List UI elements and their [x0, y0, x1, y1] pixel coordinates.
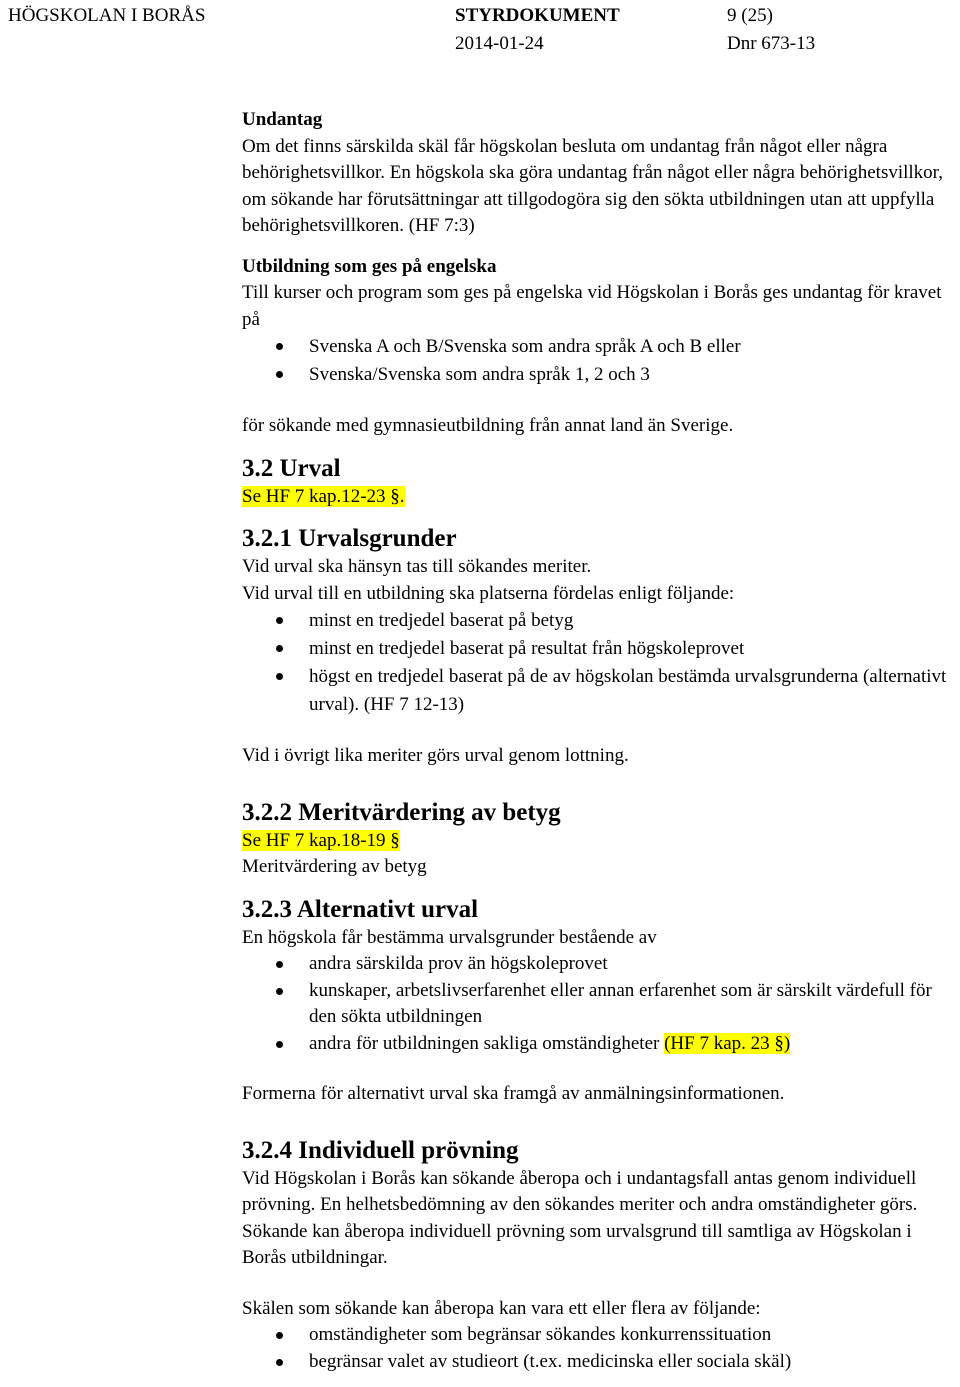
bullet-icon	[276, 961, 283, 968]
urvalsgrunder-outro: Vid i övrigt lika meriter görs urval genom lottning.	[242, 745, 629, 766]
urvalsgrunder-list	[242, 607, 954, 719]
list-item: Svenska A och B/Svenska som andra språk A och B eller	[242, 333, 954, 361]
list-item: begränsar valet av studieort (t.ex. medicinska eller sociala skäl)	[242, 1349, 954, 1376]
section-3-2-2-heading: 3.2.2 Meritvärdering av betyg	[242, 798, 561, 826]
bullet-icon	[276, 988, 283, 995]
list-item: Svenska/Svenska som andra språk 1, 2 och 3	[242, 361, 954, 389]
urvalsgrunder-line1: Vid urval ska hänsyn tas till sökandes meriter.	[242, 556, 592, 577]
bullet-icon	[276, 645, 283, 652]
engelska-intro: Till kurser och program som ges på engelska vid Högskolan i Borås ges undantag för kravet på	[242, 282, 942, 330]
meritvardering-text: Meritvärdering av betyg	[242, 856, 427, 877]
list-item: omständigheter som begränsar sökandes konkurrenssituation	[242, 1322, 954, 1349]
bullet-icon	[276, 617, 283, 624]
meritvardering-reference[interactable]: Se HF 7 kap.18-19 §	[242, 829, 400, 851]
section-3-2-3-heading: 3.2.3 Alternativt urval	[242, 895, 479, 923]
list-item: högst en tredjedel baserat på de av högskolan bestämda urvalsgrunderna (alternativt urval). (HF 7 12-13)	[242, 663, 954, 719]
alternativt-list	[242, 951, 954, 1057]
header-org: HÖGSKOLAN I BORÅS	[8, 5, 206, 26]
bullet-icon	[276, 1041, 283, 1048]
alternativt-intro: En högskola får bestämma urvalsgrunder bestående av	[242, 926, 657, 948]
header-doctype: STYRDOKUMENT	[455, 5, 620, 26]
bullet-icon	[276, 343, 283, 350]
section-3-2-1-heading: 3.2.1 Urvalsgrunder	[242, 525, 457, 552]
alternativt-outro: Formerna för alternativt urval ska framgå av anmälningsinformationen.	[242, 1083, 785, 1104]
engelska-list	[242, 333, 954, 389]
bullet-icon	[276, 673, 283, 680]
bullet-icon	[276, 1332, 283, 1339]
individuell-text: Vid Högskolan i Borås kan sökande åberopa och i undantagsfall antas genom individuell prövning. En helhetsbedömning av den sökandes meriter och andra omständigheter görs. Sökande kan åberopa individuell prövning som urvalsgrund till samtliga av Högskolan i Borås utbildningar.	[242, 1167, 918, 1268]
list-item: minst en tredjedel baserat på resultat från högskoleprovet	[242, 635, 954, 663]
list-item: minst en tredjedel baserat på betyg	[242, 607, 954, 635]
header-page-number: 9 (25)	[727, 5, 773, 26]
alternativt-reference[interactable]: (HF 7 kap. 23 §)	[664, 1032, 791, 1054]
urval-reference[interactable]: Se HF 7 kap.12-23 §.	[242, 485, 405, 507]
list-item: kunskaper, arbetslivserfarenhet eller annan erfarenhet som är särskilt värdefull för den sökta utbildningen	[242, 978, 954, 1031]
list-item: andra särskilda prov än högskoleprovet	[242, 951, 954, 978]
engelska-outro: för sökande med gymnasieutbildning från annat land än Sverige.	[242, 415, 734, 436]
list-item: andra för utbildningen sakliga omständigheter (HF 7 kap. 23 §)	[242, 1031, 954, 1058]
document-body	[242, 107, 954, 1375]
header-dnr: Dnr 673-13	[727, 33, 816, 54]
individuell-intro: Skälen som sökande kan åberopa kan vara ett eller flera av följande:	[242, 1297, 761, 1319]
individuell-list	[242, 1322, 954, 1375]
section-3-2-heading: 3.2 Urval	[242, 454, 341, 482]
undantag-heading: Undantag	[242, 109, 323, 130]
undantag-text: Om det finns särskilda skäl får högskolan besluta om undantag från något eller några behörighetsvillkor. En högskola ska göra undantag från något eller några behörighetsvillkor, om sökande har förutsättningar att tillgodogöra sig den sökta utbildningen utan att uppfylla behörighetsvillkoren. (HF 7:3)	[242, 135, 943, 236]
section-3-2-4-heading: 3.2.4 Individuell prövning	[242, 1136, 519, 1164]
header-date: 2014-01-24	[455, 33, 544, 54]
engelska-heading: Utbildning som ges på engelska	[242, 255, 497, 277]
bullet-icon	[276, 371, 283, 378]
bullet-icon	[276, 1359, 283, 1366]
urvalsgrunder-line2: Vid urval till en utbildning ska platserna fördelas enligt följande:	[242, 582, 735, 604]
